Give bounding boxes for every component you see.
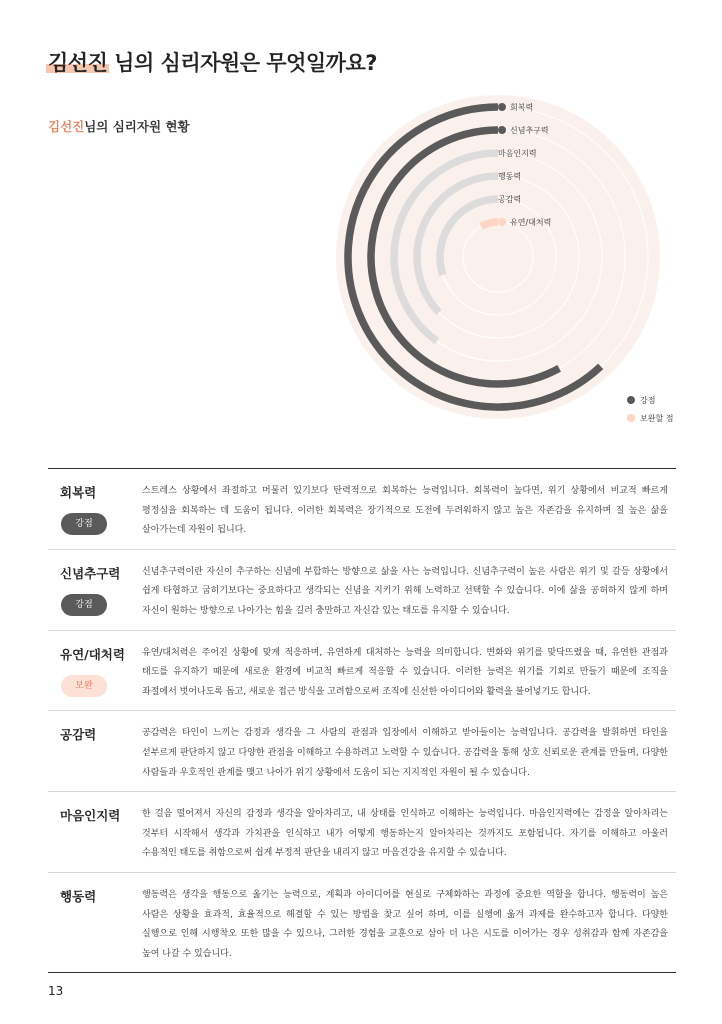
- strength-badge: 강점: [61, 513, 107, 535]
- table-row-flexibility: [48, 631, 676, 712]
- resource-description: 행동력은 생각을 행동으로 옮기는 능력으로, 계획과 아이디어를 현실로 구체화하는 과정에 중요한 역할을 합니다. 행동력이 높은 사람은 상황을 효과적, 효율적으로 해결할 수 있는 방법을 찾고 싶어 하며, 이를 실행에 옮겨 과제를 완수하고자 합니다. 다양한 실행으로 인해 시행착오 또한 많을 수 있으나, 그러한 경험을 교훈으로 삼아 더 나은 시도를 이어가는 경우 성취감과 함께 자존감을 높여 나갈 수 있습니다.: [142, 889, 668, 959]
- legend-label-strength: 강점: [640, 395, 656, 405]
- table-row-mind-awareness: [48, 792, 676, 873]
- legend-item-supplement: [627, 409, 673, 427]
- legend-swatch-supplement: [627, 414, 635, 422]
- resource-name: 공감력: [60, 727, 97, 743]
- table-row-belief: [48, 550, 676, 631]
- row-label: [48, 724, 142, 783]
- legend-item-strength: [627, 391, 673, 409]
- supplement-badge: 보완: [61, 675, 107, 697]
- chart-legend: [627, 391, 673, 427]
- resource-description: 한 걸음 떨어져서 자신의 감정과 생각을 알아차리고, 내 상태를 인식하고 이해하는 능력입니다. 마음인지력에는 감정을 알아차리는 것부터 시작해서 생각과 가치관을 인식하고 내가 어떻게 행동하는지 알아차리는 것까지도 포함됩니다. 자기를 이해하고 아울러 수용적인 태도를 취함으로써 쉽게 부정적 판단을 내리지 않고 마음건강을 유지할 수 있습니다.: [142, 809, 668, 859]
- table-row-resilience: [48, 469, 676, 550]
- resource-name: 회복력: [60, 485, 97, 500]
- resource-description: 공감력은 타인이 느끼는 감정과 생각을 그 사람의 관점과 입장에서 이해하고 받아들이는 능력입니다. 공감력을 발휘하면 타인을 섣부르게 판단하지 않고 다양한 관점을 이해하고 수용하려고 노력할 수 있습니다. 공감력을 통해 상호 신뢰로운 관계를 만들며, 다양한 사람들과 우호적인 관계를 맺고 나아가 위기 상황에서 도움이 되는 지지적인 자원이 될 수 있습니다.: [142, 728, 668, 778]
- radial-bar-chart: [0, 0, 722, 470]
- legend-swatch-strength: [627, 396, 635, 404]
- row-label: [48, 886, 142, 964]
- strength-badge: 강점: [61, 594, 107, 616]
- chart-background: [336, 95, 660, 419]
- resource-name: 유연/대처력: [60, 646, 125, 662]
- title-text: 님의 심리자원은 무엇일까요?: [107, 51, 377, 75]
- resource-description-table: [48, 468, 676, 973]
- page-number: 13: [48, 984, 64, 998]
- arc-label: 공감력: [498, 195, 522, 204]
- arc-label: 회복력: [510, 103, 534, 112]
- resource-description: 유연/대처력은 주어진 상황에 맞게 적응하며, 유연하게 대처하는 능력을 의미합니다. 변화와 위기를 맞닥뜨렸을 때, 유연한 관점과 태도를 유지하기 때문에 새로운 환경에 비교적 빠르게 적응할 수 있습니다. 이러한 능력은 위기를 기회로 만들기 때문에 조직을 좌절에서 벗어나도록 돕고, 새로운 접근 방식을 고려함으로써 조직에 신선한 아이디어와 활력을 불어넣기도 합니다.: [142, 647, 668, 697]
- arc-label: 마음인지력: [498, 149, 537, 158]
- row-label: [48, 805, 142, 864]
- resource-name: 마음인지력: [60, 808, 121, 824]
- resource-name: 행동력: [60, 888, 97, 904]
- row-label: [48, 644, 142, 703]
- resource-description: 신념추구력이란 자신이 추구하는 신념에 부합하는 방향으로 삶을 사는 능력입니다. 신념추구력이 높은 사람은 위기 및 갈등 상황에서 쉽게 타협하고 굽히기보다는 중요하다고 생각되는 신념을 지키기 위해 노력하고 선택할 수 있습니다. 이에 삶을 공허하지 않게 하며 자신이 원하는 방향으로 나아가는 힘을 길러 충만하고 자신감 있는 태도를 유지할 수 있습니다.: [142, 566, 668, 616]
- resource-name: 신념추구력: [60, 565, 121, 581]
- arc-label-dot: [498, 126, 506, 134]
- legend-label-supplement: 보완할 점: [640, 413, 674, 423]
- table-row-empathy: [48, 711, 676, 792]
- arc-label: 신념추구력: [510, 126, 549, 135]
- row-label: [48, 482, 142, 541]
- subtitle-text: 님의 심리자원 현황: [84, 119, 190, 134]
- arc-label-dot: [498, 218, 506, 226]
- table-row-action: [48, 873, 676, 972]
- subtitle-name: 김선진: [48, 119, 85, 134]
- title-name: 김선진: [48, 51, 108, 75]
- arc-5: [481, 222, 498, 226]
- arc-label: 행동력: [498, 172, 522, 181]
- arc-label: 유연/대처력: [510, 218, 552, 227]
- resource-description: 스트레스 상황에서 좌절하고 머물러 있기보다 탄력적으로 회복하는 능력입니다. 회복력이 높다면, 위기 상황에서 비교적 빠르게 평정심을 회복하는 데 도움이 됩니다. 이러한 회복력은 장기적으로 도전에 두려워하지 않고 높은 자존감을 유지하며 질 높은 삶을 살아가는데 자원이 됩니다.: [142, 486, 668, 536]
- arc-label-dot: [498, 103, 506, 111]
- row-label: [48, 563, 142, 622]
